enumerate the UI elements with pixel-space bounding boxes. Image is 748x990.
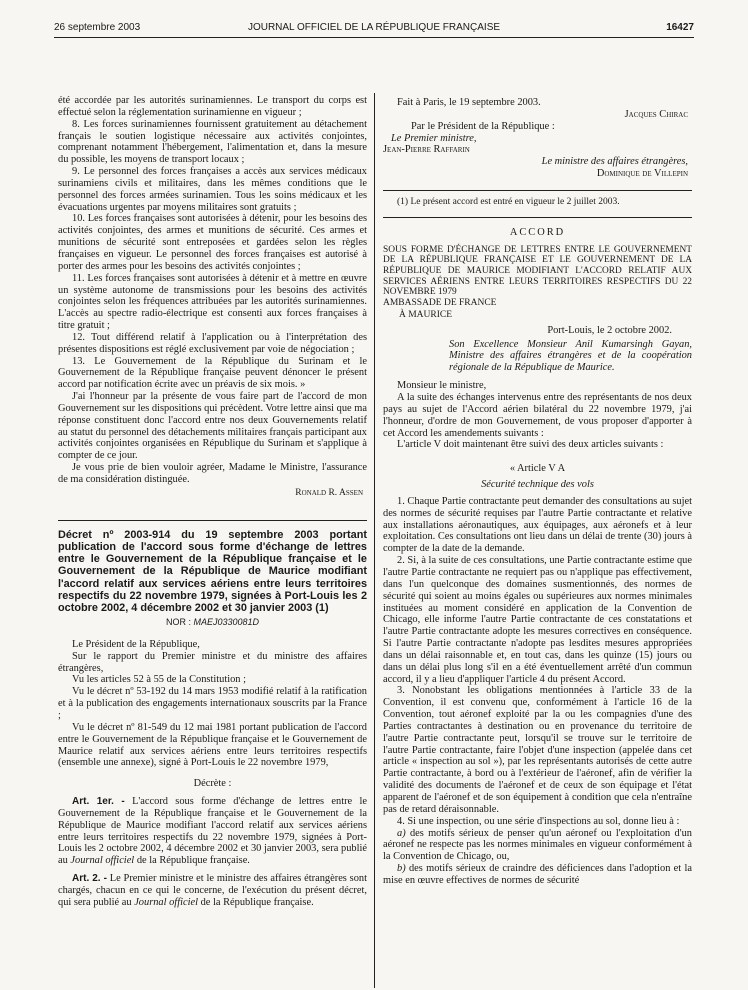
premier-ministre-name: Jean-Pierre Raffarin xyxy=(383,144,470,156)
item-a-label: a) xyxy=(397,827,406,839)
premier-ministre-title: Le Premier ministre, xyxy=(391,132,477,144)
article-1-journal: Journal officiel xyxy=(70,855,135,867)
right-column xyxy=(383,97,692,887)
section-rule xyxy=(58,520,367,521)
salutation: Monsieur le ministre, xyxy=(397,380,487,392)
article-2-journal: Journal officiel xyxy=(134,896,198,908)
item-b-label: b) xyxy=(397,863,406,875)
visa: Vu les articles 52 à 55 de la Constitution ; xyxy=(72,674,246,686)
list-item xyxy=(383,863,692,887)
article-2-end: de la République française. xyxy=(200,896,314,908)
visa: Le Président de la République, xyxy=(72,638,200,650)
header-page-number: 16427 xyxy=(666,22,694,33)
paragraph: 13. Le Gouvernement de la République du Surinam et le Gouvernement de la République française peuvent dénoncer le présent accord par notification écrite avec un préavis de six mois. » xyxy=(58,355,367,391)
paragraph: A la suite des échanges intervenus entre des représentants de nos deux pays au sujet de l'Accord aérien bilatéral du 22 novembre 1979, j'ai l'honneur, d'ordre de mon Gouvernement, de vous proposer d'apporter à cet Accord les amendements suivants : xyxy=(383,392,692,439)
header-rule xyxy=(54,37,694,38)
footnote: (1) Le présent accord est entré en vigueur le 2 juillet 2003. xyxy=(397,196,620,207)
accord-heading: ACCORD xyxy=(509,226,566,238)
par-le-president: Par le Président de la République : xyxy=(411,120,555,132)
ambassade-line-1: AMBASSADE DE FRANCE xyxy=(383,298,497,309)
article-subheading: Sécurité technique des vols xyxy=(481,479,594,491)
paragraph: J'ai l'honneur par la présente de vous faire part de l'accord de mon Gouvernement sur les dispositions qui précèdent. Votre lettre ainsi que ma réponse constituent donc l'accord entre nos deux Gouvernements relatif au statut du personnel des détachements militaires français participant aux activités conjointes organisées en République du Surinam et s'applique à compter de ce jour. xyxy=(58,391,367,462)
item-b-text: des motifs sérieux de craindre des déficiences dans l'adoption et la mise en œuvre effectives de normes de sécurité xyxy=(383,863,692,886)
footnote-rule xyxy=(383,190,692,191)
accord-subtitle: SOUS FORME D'ÉCHANGE DE LETTRES ENTRE LE GOUVERNEMENT DE LA RÉPUBLIQUE FRANÇAISE ET LE GOUVERNEMENT DE LA RÉPUBLIQUE DE MAURICE MODIFIANT L'ACCORD RELATIF AUX SERVICES AÉRIENS ENTRE LEURS TERRITOIRES RESPECTIFS DU 22 NOVEMBRE 1979 xyxy=(383,244,692,298)
article-2-text: Le Premier ministre et le ministre des affaires étrangères sont chargés, chacun en ce qui le concerne, de l'exécution du présent décret, qui sera publié au xyxy=(58,873,368,908)
paragraph: 1. Chaque Partie contractante peut demander des consultations au sujet des normes de sécurité requises par l'autre Partie contractante et relative aux installations aéronautiques, aux équipages, aux aéronefs et à leur exploitation. Ces consultations ont lieu dans un délai de trente (30) jours à compter de la date de la demande. xyxy=(383,495,692,555)
item-a-text: des motifs sérieux de penser qu'un aéronef ou l'exploitation d'un aéronef ne respecte pas les normes minimales en vigueur conformément à la Convention de Chicago, ou, xyxy=(383,827,692,863)
ambassade-line-2: À MAURICE xyxy=(399,309,453,320)
paragraph: 2. Si, à la suite de ces consultations, une Partie contractante estime que l'autre Partie contractante ne requiert pas ou n'applique pas effectivement, dans l'un quelconque des domaines susmentionnés, des normes de sécurité qui soient au moins égales ou supérieures aux normes minimales instituées au moment considéré en application de la Convention de Chicago, elle informe l'autre Partie contractante de ces constatations et l'autre Partie contractante adopte les mesures correctives en conséquence. Si l'autre Partie contractante n'adopte pas lesdites mesures appropriées dans un délai raisonnable et, en tout cas, dans les quinze (15) jours ou dans un délai plus long s'il en a été éventuellement arrêté d'un commun accord, il y a lieu d'appliquer l'article 4 du présent Accord. xyxy=(383,555,692,685)
running-head xyxy=(54,22,694,36)
article-2 xyxy=(58,873,367,909)
signature-assen: Ronald R. Assen xyxy=(295,487,363,498)
section-rule xyxy=(383,217,692,218)
paragraph: 11. Les forces françaises sont autorisées à détenir et à mettre en œuvre un système autonome de transmissions pour les besoins des activités conjointes selon les fréquences attribuées par les autorités surinamiennes. L'accès au spectre radio-électrique est consenti aux forces françaises à titre gratuit ; xyxy=(58,272,367,332)
ministre-title: Le ministre des affaires étrangères, xyxy=(541,156,688,168)
place-date: Port-Louis, le 2 octobre 2002. xyxy=(547,324,672,336)
paragraph: 9. Le personnel des forces françaises a accès aux services médicaux surinamiens civils et militaires, dans les mêmes conditions que le personnel des forces armées surinamien. Tous les soins médicaux et les évacuations urgentes par moyens militaires sont gratuits ; xyxy=(58,166,367,213)
nor-reference xyxy=(58,617,367,629)
fait-a-paris: Fait à Paris, le 19 septembre 2003. xyxy=(397,97,541,108)
article-1-text: L'accord sous forme d'échange de lettres entre le Gouvernement de la République française et le Gouvernement de la République de Maurice modifiant l'accord relatif aux services aériens entre leurs territoires respectifs du 22 novembre 1979, signées à Port-Louis les 2 octobre 2002, 4 décembre 2002 et 30 janvier 2003, sera publié au xyxy=(58,796,367,867)
visa: Vu le décret nº 81-549 du 12 mai 1981 portant publication de l'accord entre le Gouvernement de la République française et le Gouvernement de Maurice relatif aux services aériens entre leurs territoires respectifs (ensemble une annexe), signé à Port-Louis le 22 novembre 1979, xyxy=(58,721,367,769)
paragraph: L'article V doit maintenant être suivi des deux articles suivants : xyxy=(397,439,664,451)
paragraph: 8. Les forces surinamiennes fournissent gratuitement au détachement français le soutien logistique nécessaire aux activités conjointes, comprenant notamment l'hébergement, l'alimentation et, dans la mesure du possible, les moyens de transport locaux ; xyxy=(58,118,367,166)
header-title: JOURNAL OFFICIEL DE LA RÉPUBLIQUE FRANÇAISE xyxy=(247,22,501,33)
visa: Sur le rapport du Premier ministre et du ministre des affaires étrangères, xyxy=(58,650,367,674)
addressee: Son Excellence Monsieur Anil Kumarsingh Gayan, Ministre des affaires étrangères et de la coopération régionale de la République de Maurice. xyxy=(449,338,692,374)
ministre-name: Dominique de Villepin xyxy=(596,168,688,180)
decret-title: Décret nº 2003-914 du 19 septembre 2003 portant publication de l'accord sous forme d'échange de lettres entre le Gouvernement de la République française et le Gouvernement de la République de Maurice modifiant l'accord relatif aux services aériens entre leurs territoires respectifs du 22 novembre 1979, signées à Port-Louis les 2 octobre 2002, 4 décembre 2002 et 30 janvier 2003 (1) xyxy=(58,528,367,614)
decrete: Décrète : xyxy=(193,778,232,790)
article-2-label: Art. 2. - xyxy=(72,873,107,885)
nor-value: MAEJ0330081D xyxy=(193,617,260,628)
paragraph: été accordée par les autorités surinamiennes. Le transport du corps est effectué selon la réglementation surinamienne en vigueur ; xyxy=(58,95,367,118)
nor-label: NOR : xyxy=(165,617,191,628)
column-divider xyxy=(374,93,375,988)
paragraph: 10. Les forces françaises sont autorisées à détenir, pour les besoins des activités conjointes, des armes et munitions de sécurité. Ces armes et munitions de sécurité sont entreposées et gardées selon les règles françaises en vigueur. Le personnel des forces françaises est autorisé à porter des armes pour les besoins des activités conjointes ; xyxy=(58,213,367,272)
paragraph: 3. Nonobstant les obligations mentionnées à l'article 33 de la Convention, il est convenu que, conformément à l'article 16 de la Convention, tout aéronef exploité par la ou les compagnies d'une des Parties contractantes à destination ou en provenance du territoire de l'autre Partie contractante peut, lorsqu'il se trouve sur le territoire de l'autre Partie contractante, faire l'objet d'une inspection (appelée dans cet article « inspection au sol »), par les représentants autorisés de cette autre Partie contractante, à bord ou à l'extérieur de l'aéronef, afin de vérifier la validité des documents de l'aéronef et de ceux de son équipage et l'état apparent de l'aéronef et de son équipement à condition que cela n'entraîne pas de retard déraisonnable. xyxy=(383,685,692,815)
header-date: 26 septembre 2003 xyxy=(54,22,141,33)
signature-chirac: Jacques Chirac xyxy=(624,108,688,120)
article-heading: « Article V A xyxy=(509,463,566,475)
paragraph: 12. Tout différend relatif à l'application ou à l'interprétation des présentes dispositions est réglé exclusivement par voie de négociation ; xyxy=(58,331,367,355)
paragraph: 4. Si une inspection, ou une série d'inspections au sol, donne lieu à : xyxy=(397,815,680,827)
list-item xyxy=(383,828,692,864)
left-column xyxy=(58,95,367,909)
paragraph: Je vous prie de bien vouloir agréer, Madame le Ministre, l'assurance de ma considération distinguée. xyxy=(58,462,367,485)
article-1-end: de la République française. xyxy=(136,855,250,867)
article-1 xyxy=(58,796,367,867)
article-1-label: Art. 1er. - xyxy=(72,796,125,808)
visa: Vu le décret nº 53-192 du 14 mars 1953 modifié relatif à la ratification et à la publication des engagements internationaux souscrits par la France ; xyxy=(58,686,367,722)
